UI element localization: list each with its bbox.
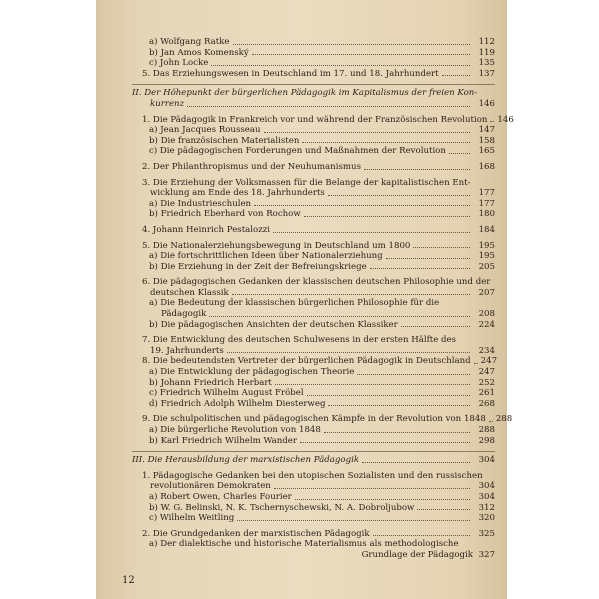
toc-entry[interactable] bbox=[132, 471, 495, 482]
toc-page-number: 137 bbox=[478, 68, 495, 79]
dot-leader bbox=[357, 374, 470, 375]
dot-leader bbox=[187, 106, 470, 107]
dot-leader bbox=[417, 509, 470, 510]
toc-entry-title: a) Wolfgang Ratke bbox=[149, 37, 230, 47]
toc-page-number: 195 bbox=[478, 251, 495, 262]
dot-leader bbox=[370, 268, 470, 269]
toc-entry-title: 3. Die Erziehung der Volksmassen für die Belange der kapitalistischen Ent- bbox=[142, 177, 471, 188]
toc-entry[interactable] bbox=[132, 320, 495, 331]
toc-entry[interactable] bbox=[132, 125, 495, 136]
toc-entry-title: revolutionären Demokraten bbox=[150, 481, 271, 492]
section-divider bbox=[132, 84, 495, 85]
toc-entry[interactable] bbox=[132, 241, 495, 252]
dot-leader bbox=[413, 247, 470, 248]
dot-leader bbox=[254, 205, 470, 206]
toc-entry-title: c) Friedrich Wilhelm August Fröbel bbox=[149, 388, 304, 399]
toc-entry-title: 4. Johann Heinrich Pestalozzi bbox=[142, 224, 271, 235]
toc-entry-title: II. Der Höhepunkt der bürgerlichen Pädagogik im Kapitalismus der freien Kon- bbox=[132, 88, 478, 99]
toc-page-number: 304 bbox=[478, 455, 495, 466]
toc-entry-title: b) Jan Amos Komenský bbox=[149, 47, 249, 58]
toc-entry-title: b) Die pädagogischen Ansichten der deutschen Klassiker bbox=[149, 319, 398, 330]
toc-entry-title: a) Die Entwicklung der pädagogischen Theorie bbox=[149, 367, 355, 378]
toc-entry-title: 6. Die pädagogischen Gedanken der klassischen deutschen Philosophie und der bbox=[142, 277, 491, 288]
toc-entry-title: 2. Der Philanthropismus und der Neuhumanismus bbox=[142, 161, 361, 172]
toc-entry[interactable] bbox=[132, 492, 495, 503]
dot-leader bbox=[328, 195, 470, 196]
toc-page-number: 146 bbox=[497, 114, 514, 125]
dot-leader bbox=[449, 153, 470, 154]
dot-leader bbox=[295, 499, 470, 500]
toc-entry[interactable] bbox=[132, 298, 495, 309]
toc-page-number: 146 bbox=[478, 98, 495, 109]
toc-entry-title: 1. Pädagogische Gedanken bei den utopischen Sozialisten und den russischen bbox=[142, 470, 483, 481]
dot-leader bbox=[362, 462, 470, 463]
toc-entry[interactable] bbox=[132, 378, 495, 389]
toc-entry[interactable] bbox=[132, 136, 495, 147]
dot-leader bbox=[324, 432, 470, 433]
toc-entry[interactable] bbox=[132, 367, 495, 378]
toc-page-number: 288 bbox=[478, 425, 495, 435]
dot-leader bbox=[386, 258, 470, 259]
toc-entry[interactable] bbox=[132, 146, 495, 157]
toc-page-number: 195 bbox=[478, 240, 495, 251]
toc-entry[interactable] bbox=[132, 99, 495, 110]
toc-entry[interactable] bbox=[132, 399, 495, 410]
toc-entry-title: b) Karl Friedrich Wilhelm Wander bbox=[149, 435, 297, 446]
toc-entry-title: a) Die fortschrittlichen Ideen über Nationalerziehung bbox=[149, 251, 383, 262]
toc-page-number: 247 bbox=[480, 356, 498, 367]
toc-entry[interactable] bbox=[132, 388, 495, 399]
toc-entry[interactable] bbox=[132, 503, 495, 514]
dot-leader bbox=[364, 169, 470, 170]
toc-page-number: 268 bbox=[478, 398, 495, 409]
toc-entry-title: c) Die pädagogischen Forderungen und Maßnahmen der Revolution bbox=[149, 146, 446, 157]
toc-entry-title: b) Die Erziehung in der Zeit der Befreiungskriege bbox=[149, 261, 367, 272]
toc-entry[interactable] bbox=[132, 69, 495, 80]
toc-entry-title: c) Wilhelm Weitling bbox=[149, 513, 235, 524]
toc-page-number: 325 bbox=[478, 528, 495, 539]
dot-leader bbox=[264, 132, 470, 133]
toc-entry[interactable] bbox=[132, 529, 495, 540]
toc-page-number: 112 bbox=[478, 37, 495, 47]
toc-page-number: 180 bbox=[478, 209, 495, 220]
dot-leader bbox=[233, 44, 471, 45]
book-page bbox=[96, 0, 514, 599]
toc-entry[interactable] bbox=[132, 550, 495, 561]
toc-entry[interactable] bbox=[132, 199, 495, 210]
toc-entry[interactable] bbox=[132, 455, 495, 466]
toc-entry[interactable] bbox=[132, 225, 495, 236]
toc-entry[interactable] bbox=[132, 436, 495, 447]
toc-entry[interactable] bbox=[132, 309, 495, 320]
dot-leader bbox=[300, 442, 470, 443]
dot-leader bbox=[489, 421, 493, 422]
toc-entry[interactable] bbox=[132, 48, 495, 59]
toc-entry-title: a) Der dialektische und historische Materialismus als methodologische bbox=[149, 539, 459, 550]
dot-leader bbox=[275, 384, 470, 385]
toc-entry-title: Pädagogik bbox=[161, 309, 207, 320]
toc-entry[interactable] bbox=[132, 88, 495, 99]
dot-leader bbox=[237, 520, 470, 521]
toc-entry[interactable] bbox=[132, 356, 498, 367]
dot-leader bbox=[304, 216, 470, 217]
dot-leader bbox=[274, 488, 470, 489]
dot-leader bbox=[252, 54, 470, 55]
toc-entry[interactable] bbox=[132, 539, 495, 550]
toc-page-number: 288 bbox=[495, 414, 513, 425]
toc-entry-title: a) Die Industrieschulen bbox=[149, 198, 252, 209]
table-of-contents bbox=[132, 37, 514, 561]
toc-entry[interactable] bbox=[132, 262, 495, 273]
toc-page-number: 147 bbox=[478, 125, 495, 136]
toc-entry[interactable] bbox=[132, 288, 495, 299]
toc-page-number: 177 bbox=[478, 198, 495, 209]
toc-page-number: 327 bbox=[478, 549, 495, 560]
toc-entry-title: b) Friedrich Eberhard von Rochow bbox=[149, 209, 301, 220]
dot-leader bbox=[490, 121, 494, 122]
dot-leader bbox=[227, 352, 470, 353]
toc-page-number: 304 bbox=[478, 491, 495, 502]
toc-page-number: 320 bbox=[478, 513, 495, 524]
toc-page-number: 205 bbox=[478, 261, 495, 272]
toc-page-number: 312 bbox=[478, 502, 495, 513]
toc-entry[interactable] bbox=[132, 209, 495, 220]
toc-entry[interactable] bbox=[132, 414, 513, 425]
toc-entry-title: a) Jean Jacques Rousseau bbox=[149, 125, 261, 136]
toc-entry[interactable] bbox=[132, 178, 495, 189]
toc-entry-title: 5. Das Erziehungswesen in Deutschland im 17. und 18. Jahrhundert bbox=[142, 68, 439, 79]
toc-entry-title: 5. Die Nationalerziehungsbewegung in Deutschland um 1800 bbox=[142, 240, 411, 251]
toc-entry[interactable] bbox=[132, 251, 495, 262]
toc-page-number: 168 bbox=[478, 161, 495, 172]
toc-entry-title: c) John Locke bbox=[149, 58, 209, 69]
toc-entry[interactable] bbox=[132, 346, 495, 357]
toc-entry[interactable] bbox=[132, 114, 514, 126]
toc-page-number: 207 bbox=[478, 287, 495, 298]
dot-leader bbox=[328, 405, 470, 406]
toc-entry-title: a) Robert Owen, Charles Fourier bbox=[149, 491, 292, 502]
dot-leader bbox=[302, 142, 470, 143]
toc-entry[interactable] bbox=[132, 277, 495, 288]
toc-page-number: 135 bbox=[478, 58, 495, 69]
toc-entry-title: d) Friedrich Adolph Wilhelm Diesterweg bbox=[149, 398, 326, 409]
toc-entry[interactable] bbox=[132, 37, 495, 48]
page-number: 12 bbox=[122, 575, 135, 586]
toc-entry-title: 8. Die bedeutendsten Vertreter der bürgerlichen Pädagogik in Deutschland bbox=[142, 356, 471, 367]
dot-leader bbox=[401, 326, 470, 327]
toc-entry[interactable] bbox=[132, 425, 495, 436]
dot-leader bbox=[211, 65, 470, 66]
toc-entry[interactable] bbox=[132, 58, 495, 69]
dot-leader bbox=[209, 316, 470, 317]
toc-entry[interactable] bbox=[132, 188, 495, 199]
toc-page-number: 252 bbox=[478, 377, 495, 388]
toc-page-number: 184 bbox=[478, 224, 495, 235]
dot-leader bbox=[307, 395, 470, 396]
toc-entry-title: 9. Die schulpolitischen und pädagogischen Kämpfe in der Revolution von 1848 bbox=[142, 414, 486, 425]
toc-page-number: 177 bbox=[478, 188, 495, 199]
toc-page-number: 208 bbox=[478, 309, 495, 320]
toc-entry-title: b) Johann Friedrich Herbart bbox=[149, 377, 272, 388]
toc-page-number: 247 bbox=[478, 367, 495, 378]
section-divider bbox=[132, 451, 495, 452]
toc-entry-title: 2. Die Grundgedanken der marxistischen Pädagogik bbox=[142, 528, 370, 539]
toc-entry-title: a) Die bürgerliche Revolution von 1848 bbox=[149, 425, 321, 435]
toc-entry-title: deutschen Klassik bbox=[150, 287, 229, 298]
dot-leader bbox=[474, 363, 478, 364]
toc-page-number: 304 bbox=[478, 481, 495, 492]
toc-entry-title: Grundlage der Pädagogik bbox=[361, 549, 473, 560]
toc-page-number: 261 bbox=[478, 388, 495, 399]
toc-page-number: 165 bbox=[478, 146, 495, 157]
toc-entry-title: wicklung am Ende des 18. Jahrhunderts bbox=[150, 188, 325, 199]
toc-entry[interactable] bbox=[132, 481, 495, 492]
toc-entry-title: 7. Die Entwicklung des deutschen Schulwesens in der ersten Hälfte des bbox=[142, 335, 457, 346]
toc-entry-title: 1. Die Pädagogik in Frankreich vor und während der Französischen Revolution bbox=[142, 114, 488, 125]
toc-page-number: 158 bbox=[478, 135, 495, 146]
dot-leader bbox=[273, 232, 470, 233]
dot-leader bbox=[442, 75, 470, 76]
toc-entry-title: kurrenz bbox=[150, 98, 185, 109]
toc-page-number: 119 bbox=[478, 47, 495, 58]
toc-entry-title: 19. Jahrhunderts bbox=[150, 345, 224, 356]
toc-page-number: 298 bbox=[478, 435, 495, 446]
toc-entry-title: III. Die Herausbildung der marxistischen Pädagogik bbox=[132, 455, 360, 466]
toc-entry[interactable] bbox=[132, 335, 495, 346]
toc-page-number: 234 bbox=[478, 345, 495, 356]
toc-entry-title: b) W. G. Belinski, N. K. Tschernyschewski, N. A. Dobroljubow bbox=[149, 502, 415, 513]
toc-entry[interactable] bbox=[132, 513, 495, 524]
toc-entry-title: a) Die Bedeutung der klassischen bürgerlichen Philosophie für die bbox=[149, 298, 440, 309]
toc-page-number: 224 bbox=[478, 319, 495, 330]
toc-entry[interactable] bbox=[132, 162, 495, 173]
toc-entry-title: b) Die französischen Materialisten bbox=[149, 135, 300, 146]
dot-leader bbox=[373, 535, 470, 536]
dot-leader bbox=[232, 294, 470, 295]
